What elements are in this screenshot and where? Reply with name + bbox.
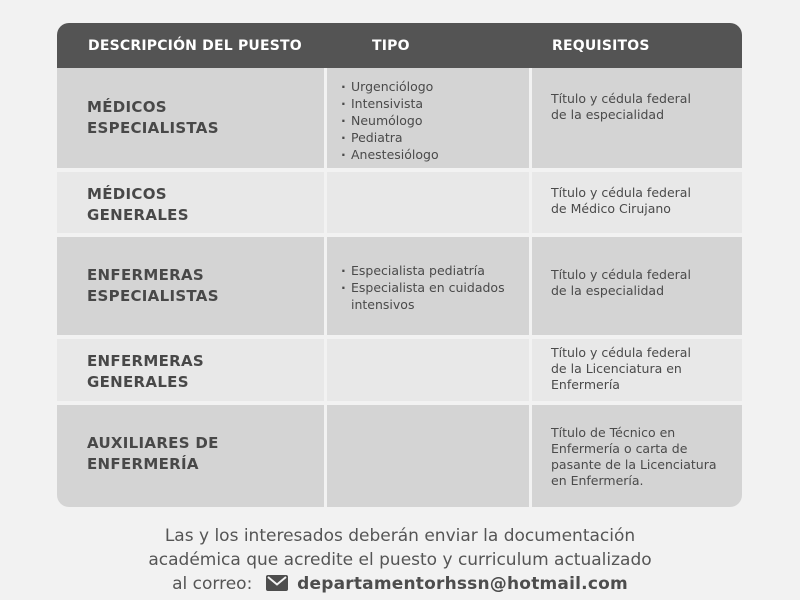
puesto-line: ESPECIALISTAS xyxy=(87,119,219,137)
puesto-cell xyxy=(57,237,327,339)
puesto-line: GENERALES xyxy=(87,373,189,391)
tipo-list xyxy=(341,78,529,163)
tipo-list xyxy=(341,262,529,313)
footer-instructions xyxy=(0,524,800,598)
header-tipo: TIPO xyxy=(372,37,410,54)
contact-prefix: al correo: xyxy=(172,574,253,594)
tipo-item: · Neumólogo xyxy=(341,112,529,129)
header-puesto: DESCRIPCIÓN DEL PUESTO xyxy=(88,37,302,54)
mail-icon xyxy=(266,574,288,598)
tipo-item: · Especialista en cuidados intensivos xyxy=(341,279,529,313)
tipo-cell xyxy=(327,237,532,339)
requisitos-cell xyxy=(532,237,742,339)
puesto-cell xyxy=(57,172,327,237)
puesto-cell xyxy=(57,339,327,405)
puesto-line: MÉDICOS xyxy=(87,98,167,116)
requisitos-line: en Enfermería. xyxy=(551,473,644,488)
requisitos-line: Título y cédula federal xyxy=(551,267,691,282)
puesto-cell xyxy=(57,68,327,172)
puesto-line: ENFERMERÍA xyxy=(87,455,199,473)
header-requisitos: REQUISITOS xyxy=(552,37,650,54)
tipo-item: · Intensivista xyxy=(341,95,529,112)
puesto-line: AUXILIARES DE xyxy=(87,434,219,452)
puesto-line: GENERALES xyxy=(87,206,189,224)
table-row xyxy=(57,172,742,237)
tipo-item: · Anestesiólogo xyxy=(341,146,529,163)
email-link[interactable]: departamentorhssn@hotmail.com xyxy=(297,574,628,594)
requisitos-cell xyxy=(532,68,742,172)
table-row xyxy=(57,237,742,339)
footer-contact xyxy=(0,572,800,598)
table-row xyxy=(57,339,742,405)
requisitos-line: de la Licenciatura en xyxy=(551,361,682,376)
requisitos-line: de la especialidad xyxy=(551,283,665,298)
requisitos-line: Título y cédula federal xyxy=(551,91,691,106)
puesto-cell xyxy=(57,405,327,507)
requisitos-line: pasante de la Licenciatura xyxy=(551,457,717,472)
tipo-item: · Especialista pediatría xyxy=(341,262,529,279)
requisitos-line: Enfermería o carta de xyxy=(551,441,688,456)
puesto-line: ENFERMERAS xyxy=(87,266,204,284)
requisitos-line: Enfermería xyxy=(551,377,620,392)
tipo-item: · Urgenciólogo xyxy=(341,78,529,95)
tipo-cell xyxy=(327,405,532,507)
requisitos-line: Título de Técnico en xyxy=(551,425,676,440)
table-header xyxy=(57,23,742,68)
table-row xyxy=(57,405,742,507)
footer-line: académica que acredite el puesto y curriculum actualizado xyxy=(148,550,652,570)
requisitos-cell xyxy=(532,172,742,237)
table-row xyxy=(57,68,742,172)
tipo-cell xyxy=(327,68,532,172)
requisitos-line: de la especialidad xyxy=(551,107,665,122)
requirements-table xyxy=(57,23,742,507)
puesto-line: ESPECIALISTAS xyxy=(87,287,219,305)
tipo-item: · Pediatra xyxy=(341,129,529,146)
requisitos-line: de Médico Cirujano xyxy=(551,201,671,216)
puesto-line: ENFERMERAS xyxy=(87,352,204,370)
puesto-line: MÉDICOS xyxy=(87,185,167,203)
requisitos-cell xyxy=(532,405,742,507)
requisitos-cell xyxy=(532,339,742,405)
tipo-cell xyxy=(327,339,532,405)
footer-line: Las y los interesados deberán enviar la documentación xyxy=(164,526,636,546)
tipo-cell xyxy=(327,172,532,237)
requisitos-line: Título y cédula federal xyxy=(551,185,691,200)
requisitos-line: Título y cédula federal xyxy=(551,345,691,360)
